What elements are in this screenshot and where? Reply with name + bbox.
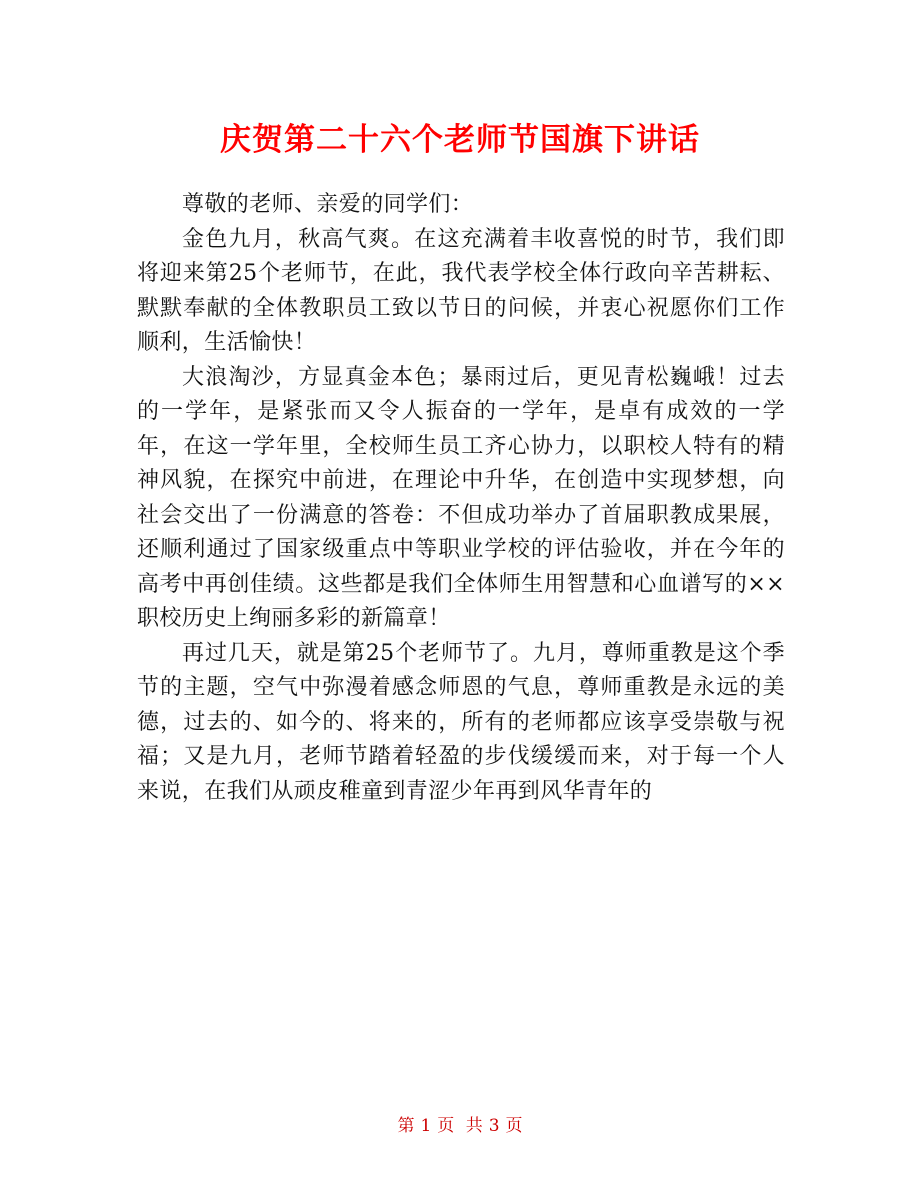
footer-mid: 页 共	[437, 1116, 483, 1136]
footer-prefix: 第	[397, 1116, 415, 1136]
footer-page-total: 3	[488, 1116, 500, 1136]
paragraph-1: 金色九月，秋高气爽。在这充满着丰收喜悦的时节，我们即将迎来第25个老师节，在此，我代表学校全体行政向辛苦耕耘、默默奉献的全体教职员工致以节日的问候，并衷心祝愿你们工作顺利，生活愉快！	[137, 226, 785, 355]
document-title: 庆贺第二十六个老师节国旗下讲话	[220, 122, 700, 158]
paragraph-greeting: 尊敬的老师、亲爱的同学们：	[182, 192, 474, 217]
paragraph-3: 再过几天，就是第25个老师节了。九月，尊师重教是这个季节的主题，空气中弥漫着感念师恩的气息，尊师重教是永远的美德，过去的、如今的、将来的，所有的老师都应该享受崇敬与祝福；又是九月，老师节踏着轻盈的步伐缓缓而来，对于每一个人来说，在我们从顽皮稚童到青涩少年再到风华青年的	[137, 640, 785, 804]
page-footer	[0, 1111, 920, 1136]
footer-suffix: 页	[505, 1116, 523, 1136]
document-body	[137, 188, 785, 809]
footer-page-current: 1	[420, 1116, 432, 1136]
paragraph-2: 大浪淘沙，方显真金本色；暴雨过后，更见青松巍峨！过去的一学年，是紧张而又令人振奋的一学年，是卓有成效的一学年，在这一学年里，全校师生员工齐心协力，以职校人特有的精神风貌，在探究中前进，在理论中升华，在创造中实现梦想，向社会交出了一份满意的答卷：不但成功举办了首届职教成果展，还顺利通过了国家级重点中等职业学校的评估验收，并在今年的高考中再创佳绩。这些都是我们全体师生用智慧和心血谱写的××职校历史上绚丽多彩的新篇章！	[137, 364, 785, 631]
